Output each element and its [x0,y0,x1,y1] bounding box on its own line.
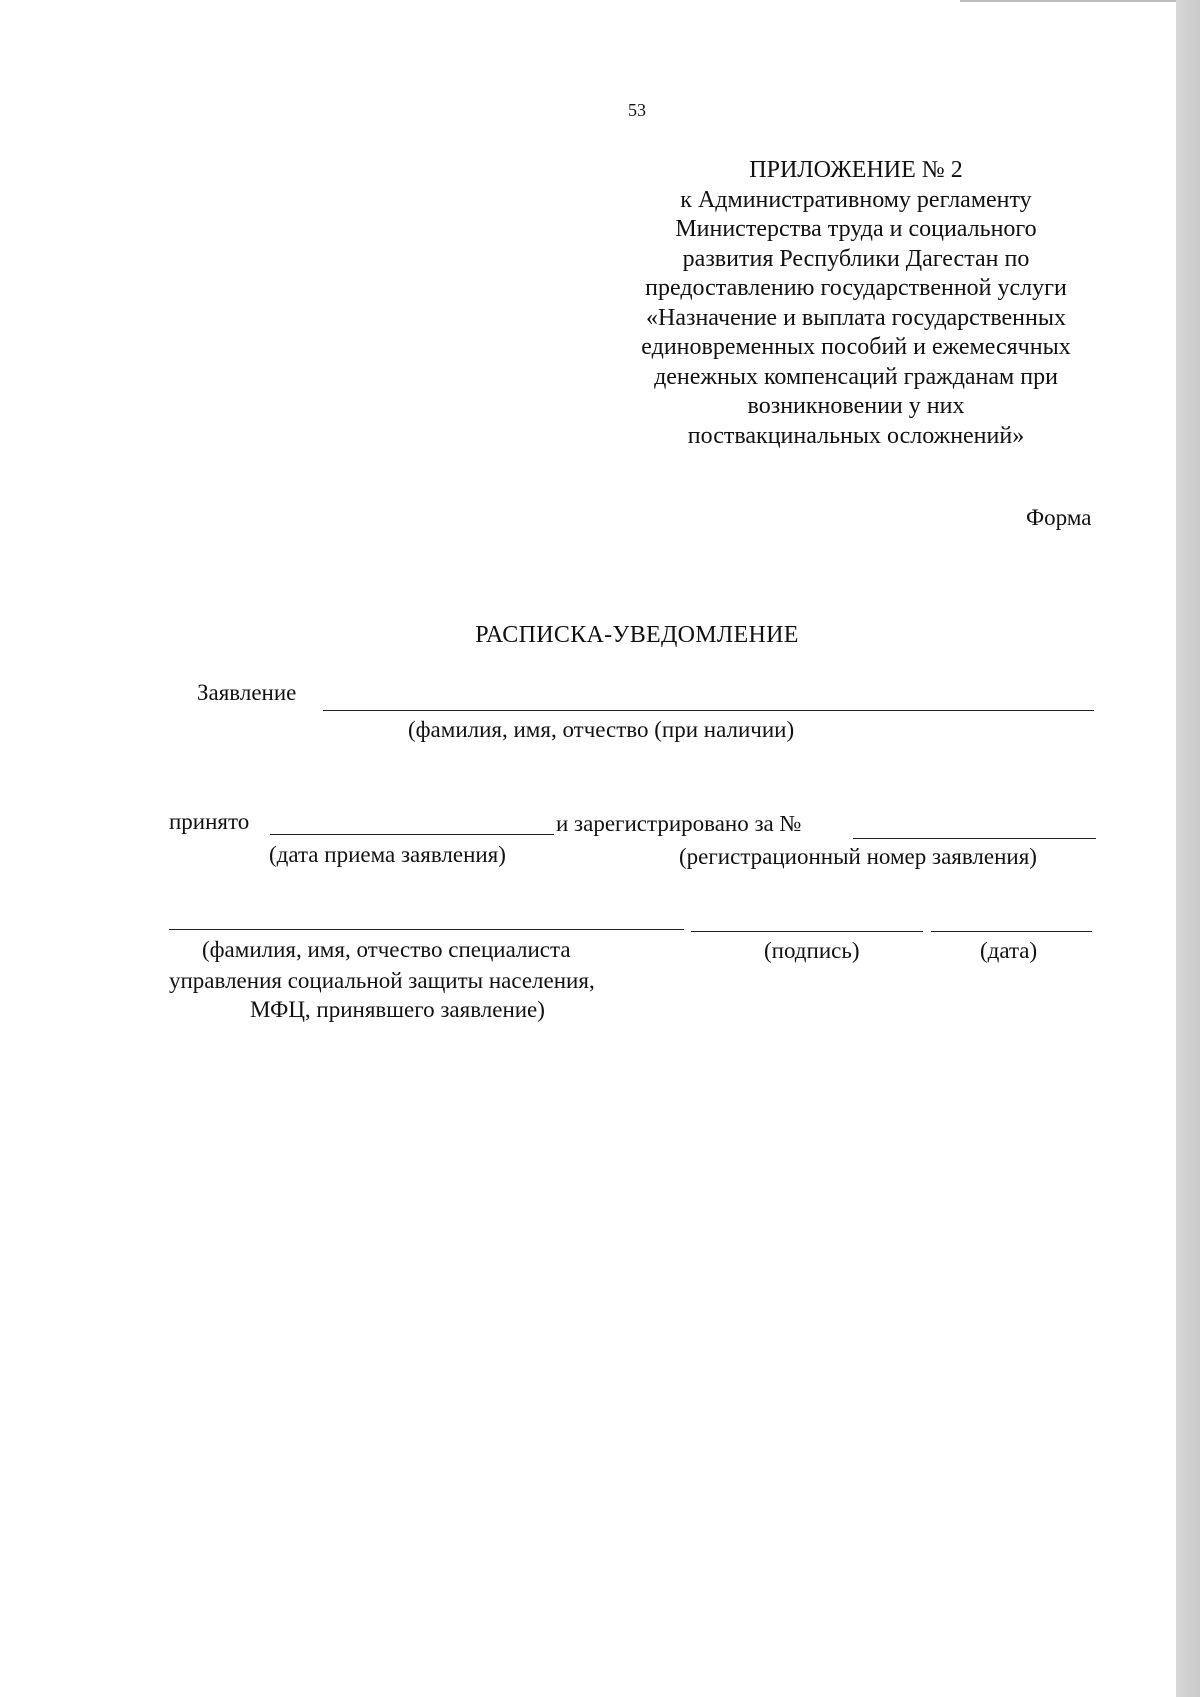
signature-date-caption: (дата) [980,938,1038,963]
scan-edge-line [960,0,1180,2]
registration-number-line[interactable] [853,838,1096,839]
annex-line: «Назначение и выплата государственных [646,304,1066,331]
scan-edge-shadow [1176,0,1200,1697]
specialist-name-line[interactable] [169,929,684,930]
specialist-caption-line: (фамилия, имя, отчество специалиста [202,937,571,962]
acceptance-date-caption: (дата приема заявления) [269,842,506,867]
annex-line: денежных компенсаций гражданам при [654,363,1058,390]
application-label: Заявление [197,680,297,705]
applicant-name-caption: (фамилия, имя, отчество (при наличии) [408,717,795,742]
annex-line: поствакцинальных осложнений» [687,422,1025,449]
page-number: 53 [628,100,646,120]
specialist-caption-line: управления социальной защиты населения, [169,968,595,993]
signature-date-line[interactable] [931,931,1092,932]
document-title: РАСПИСКА-УВЕДОМЛЕНИЕ [475,622,799,648]
annex-header [600,156,1112,451]
acceptance-date-line[interactable] [270,834,554,835]
registration-number-caption: (регистрационный номер заявления) [679,844,1037,869]
annex-line: развития Республики Дагестан по [682,245,1030,272]
annex-line: к Административному регламенту [680,186,1032,213]
form-label: Форма [1026,505,1092,530]
annex-line: единовременных пособий и ежемесячных [641,334,1071,360]
annex-line: предоставлению государственной услуги [645,275,1067,301]
annex-line: возникновении у них [747,393,965,419]
annex-line: Министерства труда и социального [675,216,1037,242]
specialist-caption-line: МФЦ, принявшего заявление) [250,997,545,1022]
signature-caption: (подпись) [764,938,860,963]
annex-line: ПРИЛОЖЕНИЕ № 2 [749,157,963,183]
applicant-name-line[interactable] [323,710,1094,711]
accepted-label: принято [169,809,250,834]
signature-line[interactable] [691,931,923,932]
registered-label: и зарегистрировано за № [556,811,802,836]
